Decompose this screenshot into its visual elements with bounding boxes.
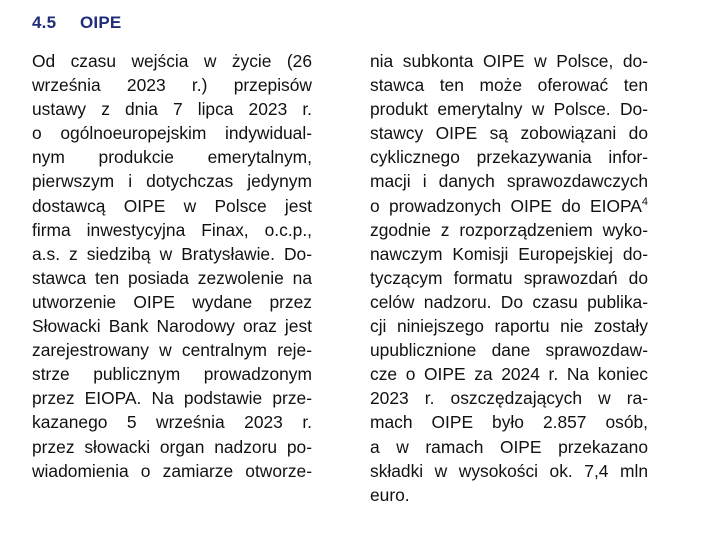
text-line: kazanego 5 września 2023 r. — [32, 412, 312, 433]
text-line: ustawy z dnia 7 lipca 2023 r. — [32, 99, 312, 120]
text-line-with-footnote — [370, 194, 648, 218]
text-line: utworzenie OIPE wydane przez — [32, 291, 312, 312]
text-line: stawca ten może oferować ten — [370, 75, 648, 96]
text-line: cyklicznego przekazywania infor- — [370, 147, 648, 168]
text-line: wiadomienia o zamiarze otworze- — [32, 460, 312, 481]
text-line: pierwszym i dotychczas jedynym — [32, 171, 312, 192]
text-line: stawcy OIPE są zobowiązani do — [370, 123, 648, 144]
text-line: cji niniejszego raportu nie zostały — [370, 316, 648, 337]
text-line: nia subkonta OIPE w Polsce, do- — [370, 51, 648, 71]
text-line: nawczym Komisji Europejskiej do- — [370, 243, 648, 264]
text-line: euro. — [370, 484, 410, 505]
right-text-column — [370, 49, 648, 507]
text-line: stawca ten posiada zezwolenie na — [32, 267, 312, 288]
text-line: przez słowacki organ nadzoru po- — [32, 436, 312, 457]
text-line: a w ramach OIPE przekazano — [370, 436, 648, 457]
section-number: 4.5 — [32, 13, 57, 32]
text-fragment: o prowadzonych OIPE do EIOPA — [370, 195, 642, 216]
left-text-column — [32, 49, 312, 483]
text-line: macji i danych sprawozdawczych — [370, 171, 648, 192]
text-line: zgodnie z rozporządzeniem wyko- — [370, 219, 648, 240]
text-line: składki w wysokości ok. 7,4 mln — [370, 460, 648, 481]
text-line: o ogólnoeuropejskim indywidual- — [32, 123, 312, 144]
text-line: a.s. z siedzibą w Bratysławie. Do- — [32, 243, 312, 264]
text-line: cze o OIPE za 2024 r. Na koniec — [370, 364, 648, 385]
text-line: strze publicznym prowadzonym — [32, 364, 312, 385]
text-line: firma inwestycyjna Finax, o.c.p., — [32, 219, 312, 240]
text-line: produkt emerytalny w Polsce. Do- — [370, 99, 648, 120]
text-line: upublicznione dane sprawozdaw- — [370, 340, 648, 361]
text-line: 2023 r. oszczędzających w ra- — [370, 388, 648, 409]
text-line: nym produkcie emerytalnym, — [32, 147, 312, 168]
footnote-reference[interactable]: 4 — [641, 195, 648, 208]
text-line: zarejestrowany w centralnym reje- — [32, 340, 312, 361]
text-line: tyczącym formatu sprawozdań do — [370, 267, 648, 288]
text-line: mach OIPE było 2.857 osób, — [370, 412, 648, 433]
text-line: dostawcą OIPE w Polsce jest — [32, 195, 312, 216]
text-line: Słowacki Bank Narodowy oraz jest — [32, 316, 312, 337]
text-line: Od czasu wejścia w życie (26 — [32, 51, 312, 71]
section-title: OIPE — [80, 13, 122, 32]
text-line: września 2023 r.) przepisów — [32, 75, 312, 96]
text-line: celów nadzoru. Do czasu publika- — [370, 291, 648, 312]
text-line: przez EIOPA. Na podstawie prze- — [32, 388, 312, 409]
section-heading — [32, 13, 121, 33]
